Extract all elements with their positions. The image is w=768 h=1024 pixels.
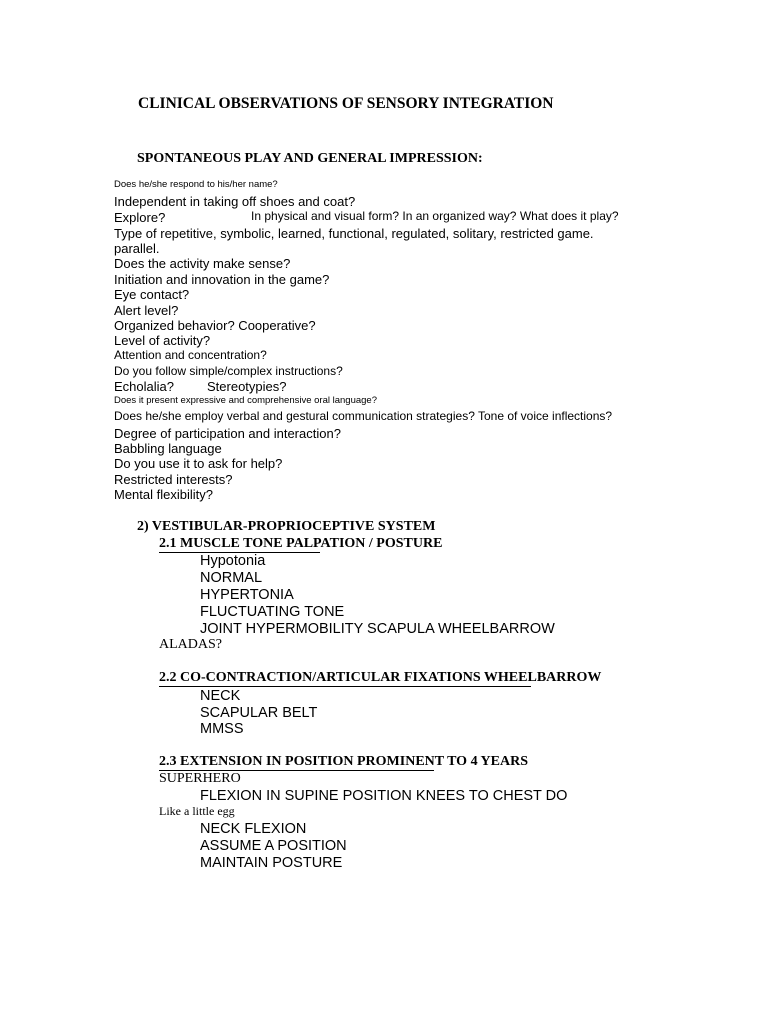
question-participation-interaction: Degree of participation and interaction? — [114, 426, 341, 441]
question-organized-behavior: Organized behavior? Cooperative? — [114, 318, 316, 333]
item-assume-position: ASSUME A POSITION — [200, 838, 347, 854]
question-type-of-game: Type of repetitive, symbolic, learned, functional, regulated, solitary, restricted game. — [114, 226, 594, 241]
question-explore-detail: In physical and visual form? In an organized way? What does it play? — [251, 209, 619, 223]
question-follow-instructions: Do you follow simple/complex instructions? — [114, 364, 343, 378]
item-fluctuating-tone: FLUCTUATING TONE — [200, 604, 345, 620]
question-alert-level: Alert level? — [114, 303, 179, 318]
question-oral-language: Does it present expressive and comprehensive oral language? — [114, 395, 377, 406]
section-heading-spontaneous-play: SPONTANEOUS PLAY AND GENERAL IMPRESSION: — [137, 151, 483, 166]
question-restricted-interests: Restricted interests? — [114, 472, 233, 487]
item-hypotonia: Hypotonia — [200, 553, 266, 569]
item-aladas: ALADAS? — [159, 637, 222, 652]
section-heading-vestibular: 2) VESTIBULAR-PROPRIOCEPTIVE SYSTEM — [137, 519, 436, 534]
item-joint-hypermobility: JOINT HYPERMOBILITY SCAPULA WHEELBARROW — [200, 621, 555, 637]
item-scapular-belt: SCAPULAR BELT — [200, 705, 318, 721]
item-flexion-supine: FLEXION IN SUPINE POSITION KNEES TO CHEST DO — [200, 788, 568, 804]
item-little-egg: Like a little egg — [159, 804, 235, 818]
subsection-heading-co-contraction: 2.2 CO-CONTRACTION/ARTICULAR FIXATIONS WHEELBARROW — [159, 670, 602, 685]
question-activity-sense: Does the activity make sense? — [114, 256, 291, 271]
question-babbling-language: Babbling language — [114, 441, 222, 456]
question-independent-shoes-coat: Independent in taking off shoes and coat? — [114, 194, 356, 209]
question-communication-strategies: Does he/she employ verbal and gestural communication strategies? Tone of voice inflections? — [114, 409, 613, 423]
question-explore: Explore? — [114, 210, 166, 225]
question-parallel: parallel. — [114, 241, 160, 256]
question-eye-contact: Eye contact? — [114, 287, 190, 302]
question-level-of-activity: Level of activity? — [114, 333, 211, 348]
page-title: CLINICAL OBSERVATIONS OF SENSORY INTEGRATION — [138, 95, 554, 112]
question-mental-flexibility: Mental flexibility? — [114, 487, 213, 502]
item-hypertonia: HYPERTONIA — [200, 587, 294, 603]
item-neck-flexion: NECK FLEXION — [200, 821, 307, 837]
item-normal: NORMAL — [200, 570, 263, 586]
item-mmss: MMSS — [200, 721, 244, 737]
question-echolalia: Echolalia? — [114, 379, 174, 394]
subsection-heading-muscle-tone: 2.1 MUSCLE TONE PALPATION / POSTURE — [159, 536, 443, 551]
question-initiation-innovation: Initiation and innovation in the game? — [114, 272, 330, 287]
item-superhero: SUPERHERO — [159, 771, 241, 786]
question-respond-to-name: Does he/she respond to his/her name? — [114, 179, 278, 190]
item-maintain-posture: MAINTAIN POSTURE — [200, 855, 343, 871]
item-neck: NECK — [200, 688, 241, 704]
question-stereotypies: Stereotypies? — [207, 379, 287, 394]
question-attention-concentration: Attention and concentration? — [114, 348, 267, 362]
question-ask-for-help: Do you use it to ask for help? — [114, 456, 283, 471]
heading-underline — [159, 686, 531, 687]
subsection-heading-extension: 2.3 EXTENSION IN POSITION PROMINENT TO 4 YEARS — [159, 754, 529, 769]
